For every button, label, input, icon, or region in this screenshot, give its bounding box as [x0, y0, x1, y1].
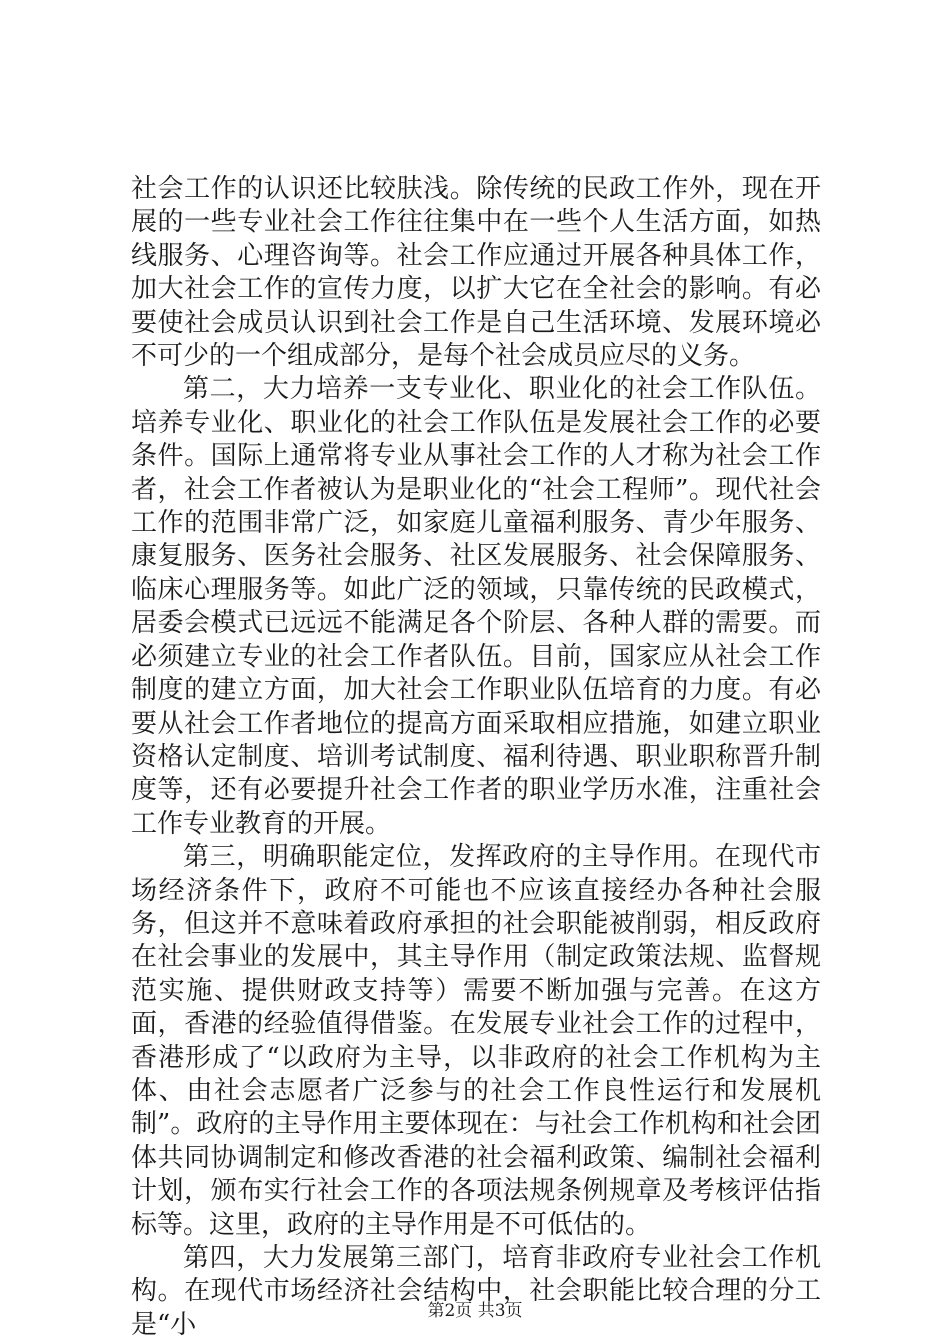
page-number-footer: 第2页 共3页: [427, 1301, 523, 1321]
paragraph-3: 第三，明确职能定位，发挥政府的主导作用。在现代市场经济条件下，政府不可能也不应该直接经办各种社会服务，但这并不意味着政府承担的社会职能被削弱，相反政府在社会事业的发展中，其主导作用（制定政策法规、监督规范实施、提供财政支持等）需要不断加强与完善。在这方面，香港的经验值得借鉴。在发展专业社会工作的过程中，香港形成了“以政府为主导，以非政府的社会工作机构为主体、由社会志愿者广泛参与的社会工作良性运行和发展机制”。政府的主导作用主要体现在：与社会工作机构和社会团体共同协调制定和修改香港的社会福利政策、编制社会福利计划，颁布实行社会工作的各项法规条例规章及考核评估指标等。这里，政府的主导作用是不可低估的。: [131, 842, 821, 1240]
paragraph-2: 第二，大力培养一支专业化、职业化的社会工作队伍。培养专业化、职业化的社会工作队伍是发展社会工作的必要条件。国际上通常将专业从事社会工作的人才称为社会工作者，社会工作者被认为是职业化的“社会工程师”。现代社会工作的范围非常广泛，如家庭儿童福利服务、青少年服务、康复服务、医务社会服务、社区发展服务、社会保障服务、临床心理服务等。如此广泛的领域，只靠传统的民政模式，居委会模式已远远不能满足各个阶层、各种人群的需要。而必须建立专业的社会工作者队伍。目前，国家应从社会工作制度的建立方面，加大社会工作职业队伍培育的力度。有必要从社会工作者地位的提高方面采取相应措施，如建立职业资格认定制度、培训考试制度、福利待遇、职业职称晋升制度等，还有必要提升社会工作者的职业学历水准，注重社会工作专业教育的开展。: [131, 374, 821, 839]
paragraph-4: 第四，大力发展第三部门，培育非政府专业社会工作机构。在现代市场经济社会结构中，社会职能比较合理的分工是“小: [131, 1243, 821, 1340]
document-body: [131, 173, 821, 1342]
paragraph-1: 社会工作的认识还比较肤浅。除传统的民政工作外，现在开展的一些专业社会工作往往集中在一些个人生活方面，如热线服务、心理咨询等。社会工作应通过开展各种具体工作，加大社会工作的宣传力度，以扩大它在全社会的影响。有必要使社会成员认识到社会工作是自己生活环境、发展环境必不可少的一个组成部分，是每个社会成员应尽的义务。: [131, 174, 821, 372]
